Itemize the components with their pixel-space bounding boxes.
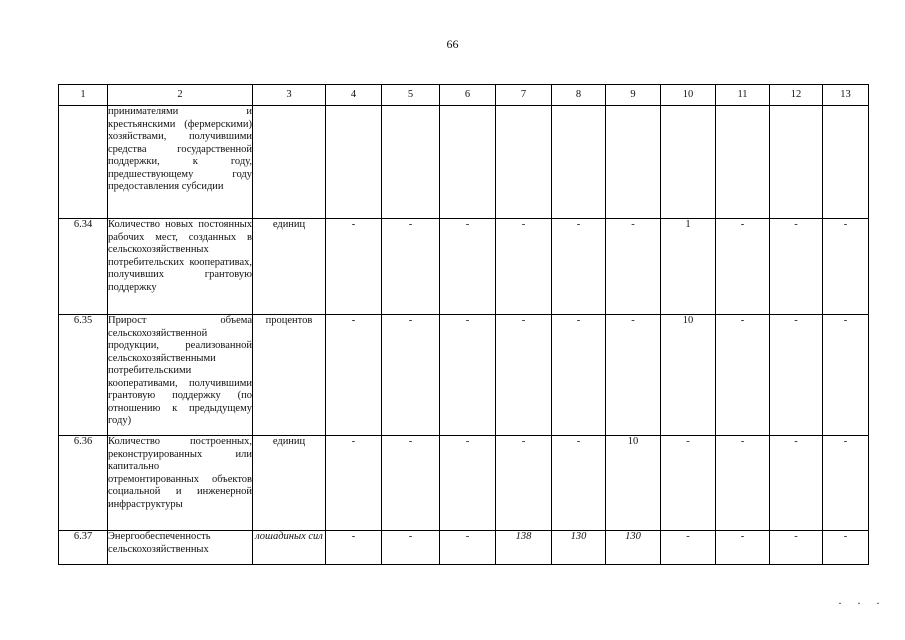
value-cell: - — [770, 436, 823, 531]
column-header: 7 — [496, 85, 552, 106]
value-cell: 130 — [606, 531, 661, 565]
value-cell: - — [440, 436, 496, 531]
value-cell: - — [716, 531, 770, 565]
value-cell — [552, 106, 606, 219]
value-cell: 10 — [661, 315, 716, 436]
unit-cell: лошадиных сил — [253, 531, 326, 565]
value-cell: - — [770, 315, 823, 436]
value-cell: - — [716, 315, 770, 436]
value-cell: - — [440, 219, 496, 315]
value-cell: - — [552, 219, 606, 315]
row-number: 6.35 — [59, 315, 108, 436]
column-header: 2 — [108, 85, 253, 106]
indicator-name: Количество построенных, реконструированных или капитально отремонтированных объектов социальной и инженерной инфраструктуры — [108, 436, 253, 531]
column-header: 5 — [382, 85, 440, 106]
table-row — [59, 106, 869, 219]
value-cell: - — [823, 531, 869, 565]
value-cell — [770, 106, 823, 219]
value-cell: - — [661, 436, 716, 531]
value-cell — [440, 106, 496, 219]
indicator-name: Количество новых постоянных рабочих мест, созданных в сельскохозяйственных потребительских кооперативах, получивших грантовую поддержку — [108, 219, 253, 315]
column-header: 6 — [440, 85, 496, 106]
value-cell: - — [552, 315, 606, 436]
value-cell: - — [496, 219, 552, 315]
value-cell: - — [770, 219, 823, 315]
row-number — [59, 106, 108, 219]
value-cell — [823, 106, 869, 219]
value-cell — [661, 106, 716, 219]
value-cell: - — [326, 219, 382, 315]
footer-marks: · · · — [838, 596, 886, 610]
unit-cell: процентов — [253, 315, 326, 436]
value-cell: 10 — [606, 436, 661, 531]
unit-cell: единиц — [253, 436, 326, 531]
value-cell: 1 — [661, 219, 716, 315]
column-header: 4 — [326, 85, 382, 106]
value-cell: - — [823, 219, 869, 315]
value-cell: - — [496, 315, 552, 436]
value-cell: - — [326, 315, 382, 436]
indicator-name: Прирост объема сельскохозяйственной продукции, реализованной сельскохозяйственными потребительскими кооперативами, получившими грантовую поддержку (по отношению к предыдущему году) — [108, 315, 253, 436]
indicator-name: Энергообеспеченность сельскохозяйственных — [108, 531, 253, 565]
unit-cell: единиц — [253, 219, 326, 315]
unit-cell — [253, 106, 326, 219]
value-cell: - — [440, 531, 496, 565]
table-row — [59, 531, 869, 565]
value-cell: - — [382, 315, 440, 436]
value-cell — [382, 106, 440, 219]
row-number: 6.34 — [59, 219, 108, 315]
column-header: 9 — [606, 85, 661, 106]
value-cell: - — [823, 315, 869, 436]
value-cell: - — [716, 436, 770, 531]
table-row — [59, 436, 869, 531]
column-header: 1 — [59, 85, 108, 106]
value-cell: - — [326, 531, 382, 565]
value-cell — [606, 106, 661, 219]
value-cell: - — [606, 315, 661, 436]
value-cell: - — [552, 436, 606, 531]
column-header: 8 — [552, 85, 606, 106]
table-row — [59, 315, 869, 436]
indicator-table — [58, 84, 869, 565]
value-cell: - — [382, 531, 440, 565]
row-number: 6.36 — [59, 436, 108, 531]
value-cell: 138 — [496, 531, 552, 565]
column-header: 13 — [823, 85, 869, 106]
value-cell: - — [770, 531, 823, 565]
value-cell: - — [326, 436, 382, 531]
column-header: 3 — [253, 85, 326, 106]
column-header: 12 — [770, 85, 823, 106]
header-row — [59, 85, 869, 106]
value-cell: - — [382, 219, 440, 315]
value-cell: - — [661, 531, 716, 565]
value-cell: - — [382, 436, 440, 531]
value-cell: - — [496, 436, 552, 531]
value-cell: - — [716, 219, 770, 315]
value-cell: - — [823, 436, 869, 531]
value-cell — [326, 106, 382, 219]
value-cell: - — [440, 315, 496, 436]
column-header: 11 — [716, 85, 770, 106]
table-row — [59, 219, 869, 315]
page-number: 66 — [446, 37, 459, 51]
value-cell — [716, 106, 770, 219]
value-cell: - — [606, 219, 661, 315]
value-cell — [496, 106, 552, 219]
value-cell: 130 — [552, 531, 606, 565]
column-header: 10 — [661, 85, 716, 106]
row-number: 6.37 — [59, 531, 108, 565]
indicator-name: принимателями и крестьянскими (фермерскими) хозяйствами, получившими средства государственной поддержки, к году, предшествующему году предоставления субсидии — [108, 106, 253, 219]
